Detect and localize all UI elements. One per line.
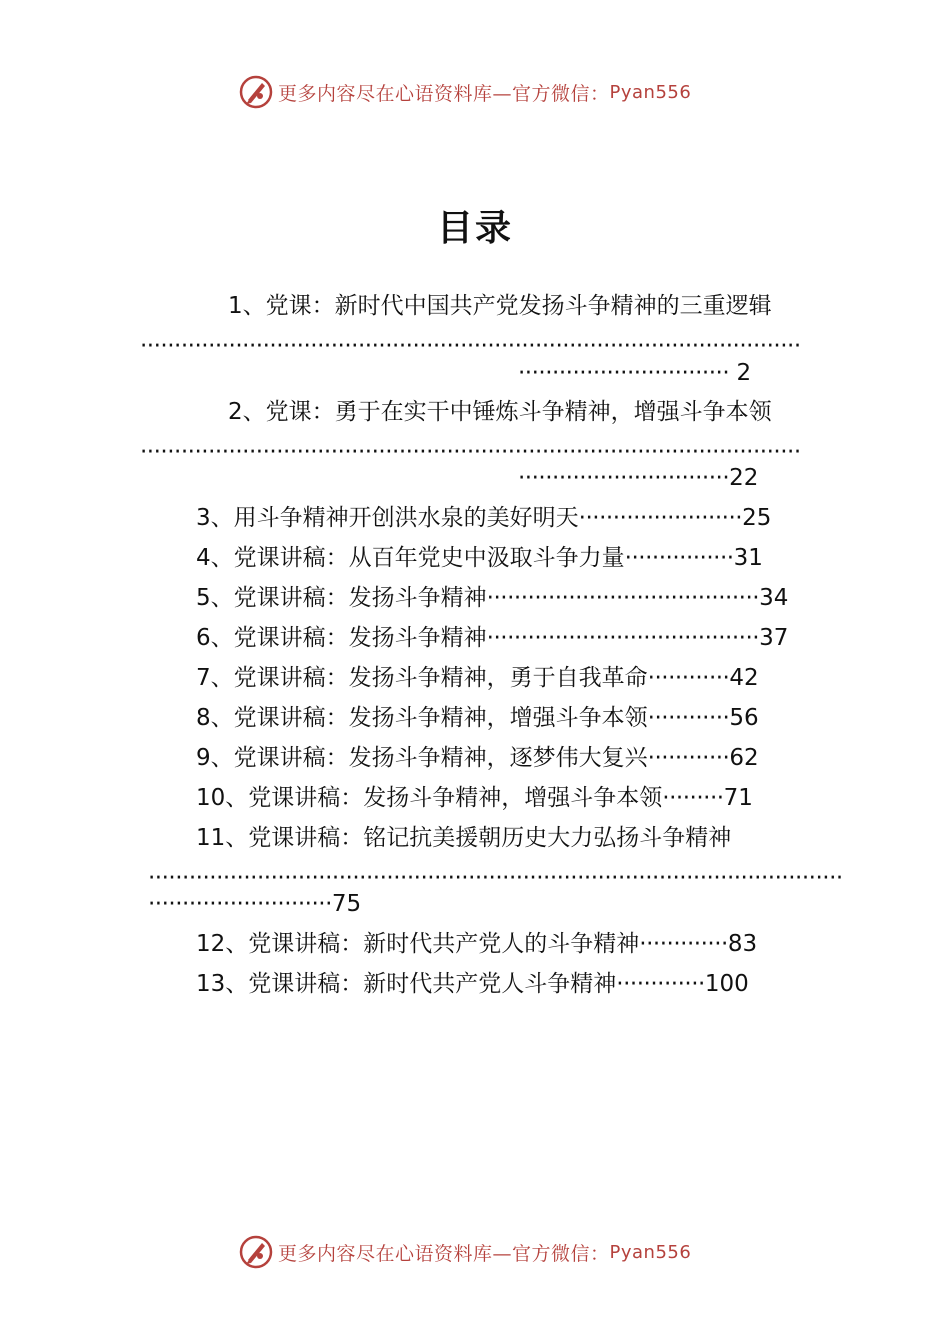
toc-entry-6[interactable]: 6、党课讲稿：发扬斗争精神········································37 xyxy=(196,625,789,651)
toc-entry-3-page: 25 xyxy=(742,505,772,531)
toc-entry-3[interactable]: 3、用斗争精神开创洪水泉的美好明天························25 xyxy=(196,505,772,531)
toc-entry-12-page: 83 xyxy=(727,931,758,957)
toc-entry-10-label: 10、党课讲稿：发扬斗争精神，增强斗争本领 xyxy=(196,785,663,811)
toc-entry-6-label: 6、党课讲稿：发扬斗争精神 xyxy=(196,625,487,651)
toc-entry-12-label: 12、党课讲稿：新时代共产党人的斗争精神 xyxy=(196,931,640,957)
toc-entry-8[interactable]: 8、党课讲稿：发扬斗争精神，增强斗争本领············56 xyxy=(196,705,759,731)
toc-entry-7-page: 42 xyxy=(729,665,759,691)
toc-entry-2-page-line: ·······························22 xyxy=(518,465,759,491)
toc-entry-9[interactable]: 9、党课讲稿：发扬斗争精神，逐梦伟大复兴············62 xyxy=(196,745,759,771)
toc-entry-2-page[interactable]: 22 xyxy=(729,465,759,491)
toc-entry-4-label: 4、党课讲稿：从百年党史中汲取斗争力量 xyxy=(196,545,625,571)
header-watermark xyxy=(238,72,691,112)
toc-entry-7[interactable]: 7、党课讲稿：发扬斗争精神，勇于自我革命············42 xyxy=(196,665,759,691)
toc-entry-10-page: 71 xyxy=(723,785,753,811)
toc-entry-7-label: 7、党课讲稿：发扬斗争精神，勇于自我革命 xyxy=(196,665,648,691)
footer-watermark xyxy=(238,1232,691,1272)
pen-logo-icon xyxy=(238,74,274,110)
toc-entry-5-label: 5、党课讲稿：发扬斗争精神 xyxy=(196,585,487,611)
toc-entry-1-leader: ································································································· xyxy=(140,333,801,359)
toc-entry-5[interactable]: 5、党课讲稿：发扬斗争精神········································34 xyxy=(196,585,789,611)
toc-entry-12[interactable]: 12、党课讲稿：新时代共产党人的斗争精神·············83 xyxy=(196,931,758,957)
toc-entry-10[interactable]: 10、党课讲稿：发扬斗争精神，增强斗争本领·········71 xyxy=(196,785,753,811)
toc-entry-13-label: 13、党课讲稿：新时代共产党人斗争精神 xyxy=(196,971,617,997)
toc-entry-13[interactable]: 13、党课讲稿：新时代共产党人斗争精神·············100 xyxy=(196,971,749,997)
watermark-wechat-id: Pyan556 xyxy=(609,81,692,103)
toc-entry-11-leader: ······································································································ xyxy=(148,865,843,891)
toc-entry-8-page: 56 xyxy=(729,705,759,731)
toc-entry-4-page: 31 xyxy=(733,545,763,571)
toc-entry-9-label: 9、党课讲稿：发扬斗争精神，逐梦伟大复兴 xyxy=(196,745,648,771)
toc-entry-11-label[interactable]: 11、党课讲稿：铭记抗美援朝历史大力弘扬斗争精神 xyxy=(196,825,732,851)
watermark-wechat-id: Pyan556 xyxy=(609,1241,692,1263)
toc-entry-1-label[interactable]: 1、党课：新时代中国共产党发扬斗争精神的三重逻辑 xyxy=(228,293,772,319)
toc-entry-1-page-line: ······························· 2 xyxy=(518,360,752,386)
toc-entry-1-page[interactable]: 2 xyxy=(736,360,752,386)
toc-entry-11-page-line: ···························75 xyxy=(148,891,362,917)
toc-entry-11-page[interactable]: 75 xyxy=(331,891,362,917)
toc-entry-2-leader: ································································································· xyxy=(140,439,801,465)
watermark-text: 更多内容尽在心语资料库—官方微信： xyxy=(278,1242,610,1265)
toc-entry-2-label[interactable]: 2、党课：勇于在实干中锤炼斗争精神，增强斗争本领 xyxy=(228,399,772,425)
toc-entry-4[interactable]: 4、党课讲稿：从百年党史中汲取斗争力量················31 xyxy=(196,545,763,571)
toc-entry-13-page: 100 xyxy=(704,971,749,997)
toc-entry-5-page: 34 xyxy=(759,585,789,611)
toc-entry-8-label: 8、党课讲稿：发扬斗争精神，增强斗争本领 xyxy=(196,705,648,731)
toc-entry-6-page: 37 xyxy=(759,625,789,651)
watermark-text: 更多内容尽在心语资料库—官方微信： xyxy=(278,82,610,105)
toc-entry-3-label: 3、用斗争精神开创洪水泉的美好明天 xyxy=(196,505,579,531)
page-title: 目录 xyxy=(436,208,513,249)
pen-logo-icon xyxy=(238,1234,274,1270)
toc-entry-9-page: 62 xyxy=(729,745,759,771)
